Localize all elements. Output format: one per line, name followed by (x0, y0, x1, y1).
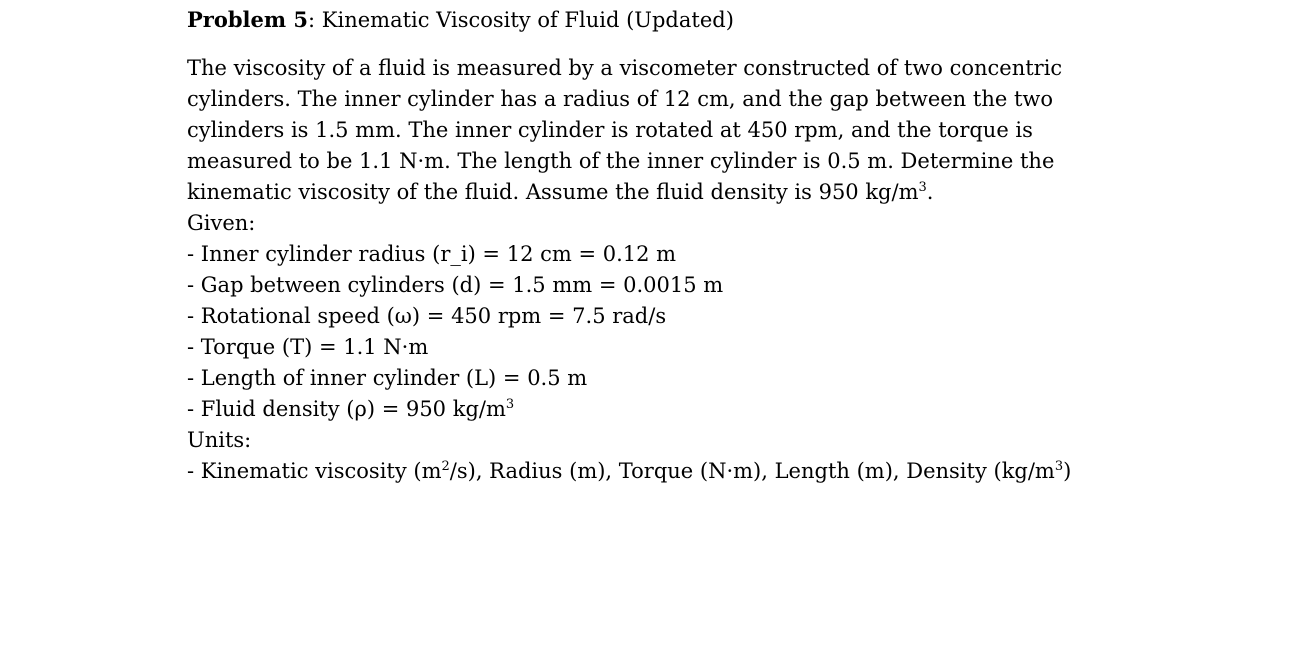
statement-text: The viscosity of a fluid is measured by a viscometer constructed of two concentric cylinders. The inner cylinder has a radius of 12 cm, and the gap between the two cylinders is 1.5 mm. The inner cylinder is rotated at 450 rpm, and the torque is measured to be 1.1 N·m. The length of the inner cylinder is 0.5 m. Determine the kinematic viscosity of the fluid. Assume the fluid density is 950 kg/m (187, 56, 1063, 204)
problem-heading (187, 4, 1187, 36)
units-heading: Units: (187, 428, 252, 452)
statement-exponent: 3 (918, 180, 927, 195)
given-item-length: - Length of inner cylinder (L) = 0.5 m (187, 366, 588, 390)
statement-end: . (926, 180, 934, 204)
units-line (187, 456, 1187, 487)
problem-separator: : (308, 8, 322, 32)
given-item-density (187, 394, 1187, 425)
units-exponent-2: 3 (1054, 459, 1064, 474)
problem-statement (187, 53, 1127, 208)
given-item-speed: - Rotational speed (ω) = 450 rpm = 7.5 rad/s (187, 304, 667, 328)
units-exponent-1: 2 (441, 459, 450, 474)
problem-title: Kinematic Viscosity of Fluid (Updated) (321, 8, 734, 32)
given-item-gap: - Gap between cylinders (d) = 1.5 mm = 0.0015 m (187, 273, 724, 297)
problem-document (187, 4, 1187, 487)
given-heading: Given: (187, 211, 256, 235)
density-exponent: 3 (505, 397, 515, 412)
given-item-torque: - Torque (T) = 1.1 N·m (187, 335, 429, 359)
units-part-1: - Kinematic viscosity (m (187, 459, 442, 483)
density-text: - Fluid density (ρ) = 950 kg/m (187, 397, 506, 421)
problem-label: Problem 5 (187, 7, 309, 32)
given-item-radius: - Inner cylinder radius (r_i) = 12 cm = 0.12 m (187, 242, 677, 266)
units-part-2: /s), Radius (m), Torque (N·m), Length (m), Density (kg/m (449, 459, 1055, 483)
units-part-3: ) (1063, 459, 1072, 483)
